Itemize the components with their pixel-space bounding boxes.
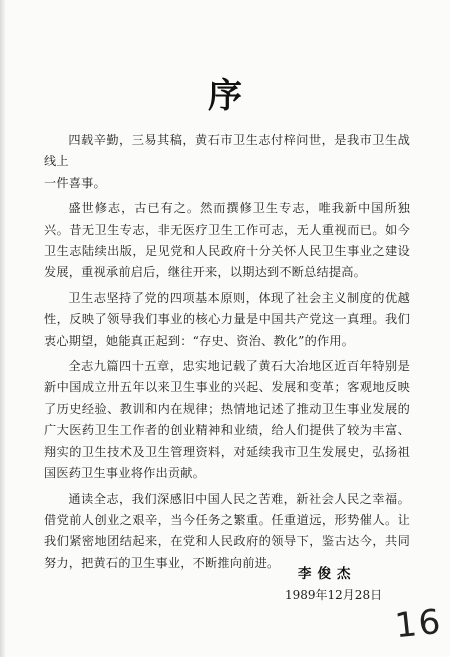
author-signature: 李俊杰 [298, 566, 357, 582]
handwritten-page-number: 16 [393, 601, 445, 647]
paragraph-1-continued: 一件喜事。 [44, 175, 106, 190]
paragraph-1: 四载辛勤，三易其稿，黄石市卫生志付梓问世，是我市卫生战线上 [44, 133, 410, 169]
preface-body [44, 130, 410, 578]
paragraph-2: 盛世修志，古已有之。然而撰修卫生专志，唯我新中国所独兴。昔无卫生专志，非无医疗卫生工作可志，无人重视而已。如今卫生志陆续出版，足见党和人民政府十分关怀人民卫生事业之建设发展，重视承前启后，继往开来，以期达到不断总结提高。 [44, 201, 410, 280]
page-title: 序 [208, 76, 242, 116]
signature-date: 1989年12月28日 [285, 588, 383, 602]
paragraph-5: 通读全志，我们深感旧中国人民之苦难，新社会人民之幸福。借党前人创业之艰辛，当今任务之繁重。任重道远，形势催人。让我们紧密地团结起来，在党和人民政府的领导下，鉴古达今，共同努力，把黄石的卫生事业，不断推向前进。 [44, 491, 410, 570]
paragraph-4: 全志九篇四十五章，忠实地记载了黄石大冶地区近百年特别是新中国成立卅五年以来卫生事业的兴起、发展和变革；客观地反映了历史经验、教训和内在规律；热情地记述了推动卫生事业发展的广大医药卫生工作者的创业精神和业绩，给人们提供了较为丰富、翔实的卫生技术及卫生管理资料，对延续我市卫生发展史，弘扬祖国医药卫生事业将作出贡献。 [44, 359, 410, 481]
paragraph-3: 卫生志坚持了党的四项基本原则，体现了社会主义制度的优越性，反映了领导我们事业的核心力量是中国共产党这一真理。我们衷心期望，她能真正起到：“存史、资治、教化”的作用。 [44, 290, 410, 348]
